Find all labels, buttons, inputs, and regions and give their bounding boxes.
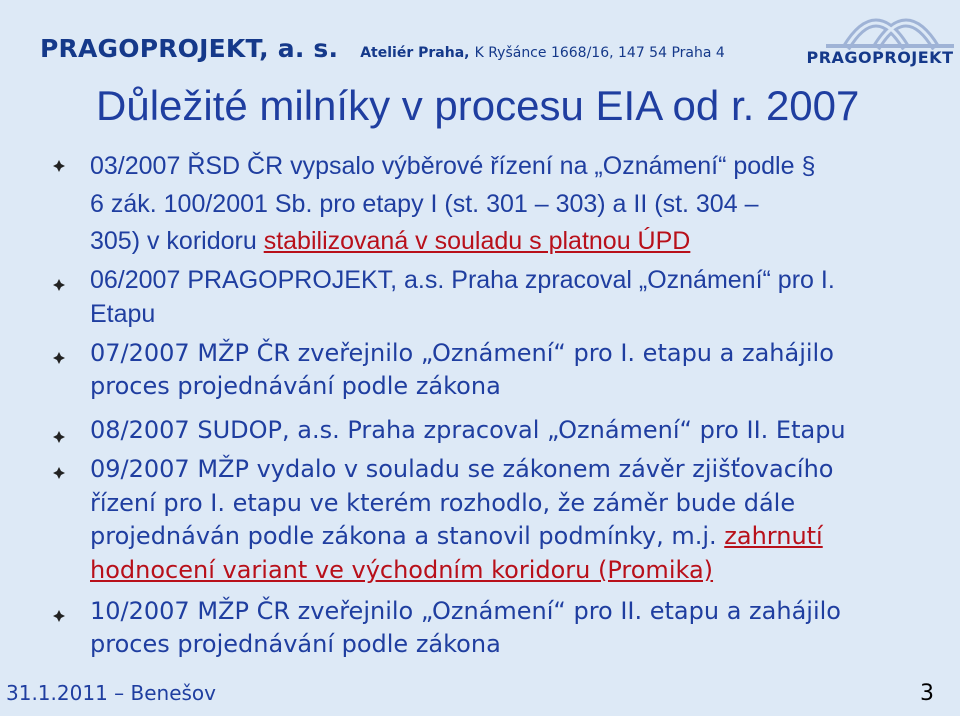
diamond-bullet-icon	[53, 352, 65, 364]
bridge-arch-icon	[806, 4, 954, 50]
item-text-line: 08/2007 SUDOP, a.s. Praha zpracoval „Oznámení“ pro II. Etapu	[90, 416, 846, 444]
item-text-line: 09/2007 MŽP vydalo v souladu se zákonem závěr zjišťovacího	[90, 455, 834, 483]
footer-date: 31.1.2011 – Benešov	[6, 681, 216, 705]
logo-text: PRAGOPROJEKT	[806, 48, 954, 67]
item-text-line: 6 zák. 100/2001 Sb. pro etapy I (st. 301 – 303) a II (st. 304 –	[90, 190, 759, 218]
item-text-line	[90, 225, 690, 257]
company-address: K Ryšánce 1668/16, 147 54 Praha 4	[474, 45, 725, 61]
item-text-line	[90, 520, 823, 552]
upd-link[interactable]: stabilizovaná v souladu s platnou ÚPD	[263, 227, 691, 255]
diamond-bullet-icon	[53, 431, 65, 443]
item-text-line: 10/2007 MŽP ČR zveřejnilo „Oznámení“ pro II. etapu a zahájilo	[90, 597, 841, 625]
item-text-line: 06/2007 PRAGOPROJEKT, a.s. Praha zpracoval „Oznámení“ pro I.	[90, 266, 835, 294]
item-text-line: 03/2007 ŘSD ČR vypsalo výběrové řízení na „Oznámení“ podle §	[90, 152, 816, 180]
atelier-label: Ateliér Praha,	[360, 45, 470, 61]
diamond-bullet-icon	[53, 279, 65, 291]
item-text-line: řízení pro I. etapu ve kterém rozhodlo, že záměr bude dále	[90, 489, 796, 517]
slide-title: Důležité milníky v procesu EIA od r. 2007	[96, 82, 860, 129]
variants-link-cont[interactable]: hodnocení variant ve východním koridoru (Promika)	[90, 556, 714, 584]
diamond-bullet-icon	[53, 160, 65, 172]
header	[40, 34, 725, 63]
item-text-line: Etapu	[90, 300, 156, 328]
variants-link[interactable]: zahrnutí	[724, 522, 823, 550]
item-text: 305) v koridoru	[90, 227, 264, 255]
diamond-bullet-icon	[53, 610, 65, 622]
page-number: 3	[920, 681, 934, 706]
company-logo	[806, 4, 954, 72]
item-text-line: 07/2007 MŽP ČR zveřejnilo „Oznámení“ pro I. etapu a zahájilo	[90, 339, 834, 367]
company-name: PRAGOPROJEKT, a. s.	[40, 34, 339, 63]
item-text-line: proces projednávání podle zákona	[90, 372, 501, 400]
item-text-line: proces projednávání podle zákona	[90, 630, 501, 658]
diamond-bullet-icon	[53, 467, 65, 479]
item-text-line	[90, 554, 713, 586]
item-text: projednáván podle zákona a stanovil podmínky, m.j.	[90, 522, 725, 550]
